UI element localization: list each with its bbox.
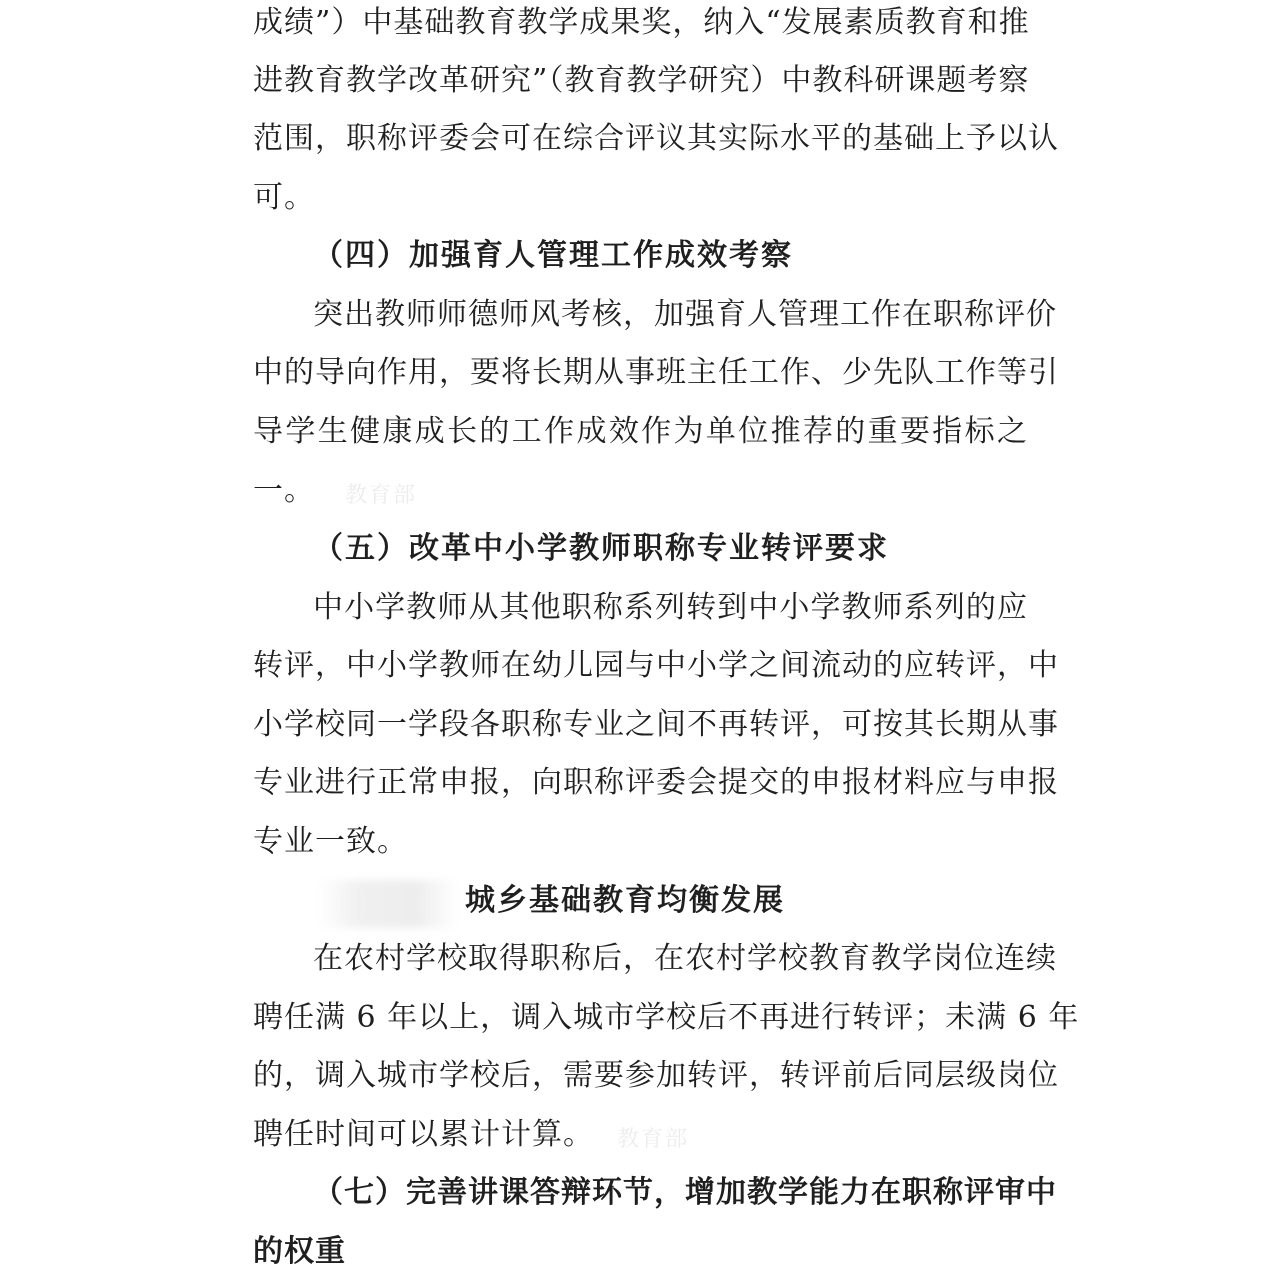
paragraph-line: 中小学教师从其他职称系列转到中小学教师系列的应 [313, 590, 1028, 625]
section-heading: 城乡基础教育均衡发展 [465, 883, 785, 918]
section-heading-continued: 的权重 [253, 1234, 346, 1269]
watermark: 教育部 [617, 1127, 690, 1152]
paragraph-line: 转评，中小学教师在幼儿园与中小学之间流动的应转评，中 [253, 648, 1059, 683]
paragraph-line: 一。 [253, 473, 315, 508]
paragraph-line: 进教育教学改革研究”（教育教学研究）中教科研课题考察 [253, 63, 1030, 98]
section-heading: （五）改革中小学教师职称专业转评要求 [313, 531, 889, 566]
paragraph-line: 中的导向作用，要将长期从事班主任工作、少先队工作等引 [253, 355, 1059, 390]
paragraph-line: 的，调入城市学校后，需要参加转评，转评前后同层级岗位 [253, 1058, 1059, 1093]
paragraph-line: 可。 [253, 180, 315, 215]
paragraph-line: 导学生健康成长的工作成效作为单位推荐的重要指标之 [253, 414, 1028, 449]
paragraph-line: 范围，职称评委会可在综合评议其实际水平的基础上予以认 [253, 121, 1059, 156]
paragraph-line: 专业一致。 [253, 824, 408, 859]
paragraph-line: 成绩”）中基础教育教学成果奖，纳入“发展素质教育和推 [253, 5, 1030, 40]
paragraph-line: 小学校同一学段各职称专业之间不再转评，可按其长期从事 [253, 707, 1059, 742]
paragraph-line: 专业进行正常申报，向职称评委会提交的申报材料应与申报 [253, 765, 1059, 800]
section-heading: （四）加强育人管理工作成效考察 [313, 238, 793, 273]
paragraph-line: 聘任时间可以累计计算。 [253, 1117, 594, 1152]
watermark: 教育部 [345, 483, 418, 508]
section-heading: （七）完善讲课答辩环节，增加教学能力在职称评审中 [313, 1175, 1057, 1210]
paragraph-line: 突出教师师德师风考核，加强育人管理工作在职称评价 [313, 297, 1057, 332]
smudge-mark [318, 880, 458, 928]
paragraph-line: 在农村学校取得职称后，在农村学校教育教学岗位连续 [313, 941, 1057, 976]
paragraph-line: 聘任满 6 年以上，调入城市学校后不再进行转评；未满 6 年 [253, 1000, 1080, 1035]
